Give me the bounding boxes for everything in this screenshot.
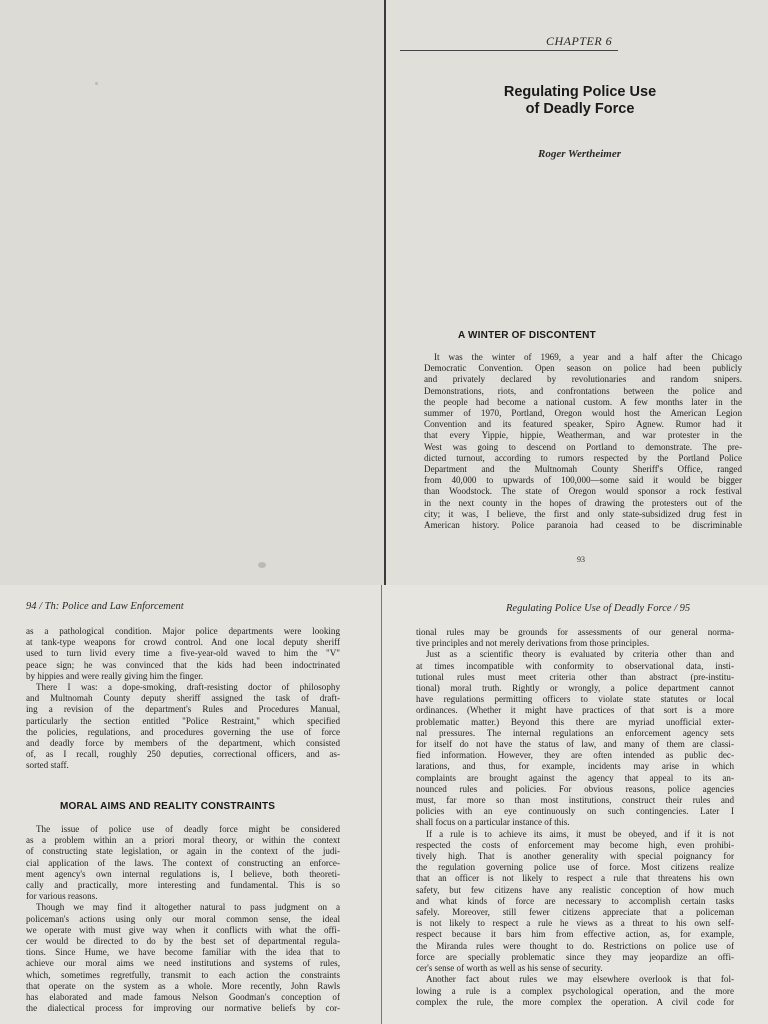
- binding-gutter: [381, 585, 382, 1024]
- text-line: summer of 1970, Portland, Oregon would host the American Legion: [424, 408, 742, 419]
- text-line: complex the rule, the more complex the operation. A civil code for: [416, 996, 734, 1007]
- text-line: It was the winter of 1969, a year and a half after the Chicago: [434, 352, 742, 362]
- blank-left-page: [0, 0, 384, 585]
- text-line: Convention and its featured speaker, Spiro Agnew. Rumor had it: [424, 419, 742, 430]
- chapter-rule: [400, 50, 618, 51]
- text-line: policeman's actions using only our moral common sense, the ideal: [26, 913, 340, 924]
- text-line: tions. Since Hume, we have become familiar with the idea that to: [26, 947, 340, 958]
- text-line: that operate on the system as a whole. More recently, John Rawls: [26, 980, 340, 991]
- text-line: peace sign; he was convinced that the kids had been indoctrinated: [26, 659, 340, 670]
- text-line: Just as a scientific theory is evaluated by criteria other than and: [426, 649, 734, 660]
- text-line: ordinances. (Whether it might have practices of that sort is a more: [416, 705, 734, 716]
- text-line: city; it was, I believe, the first and only state-subsidized drug fest in: [424, 508, 742, 519]
- text-line: we operate with must give way when it conflicts with what the offi-: [26, 924, 340, 935]
- text-line: Democratic Convention. Open season on police had been publicly: [424, 363, 742, 374]
- text-line: tive principles and not merely derivations from those principles.: [416, 638, 650, 649]
- text-line: problematic matter.) Beyond this there are myriad unofficial exter-: [416, 716, 734, 727]
- body-text: [424, 352, 742, 531]
- text-line: If a rule is to achieve its aims, it must be obeyed, and if it is not: [426, 828, 734, 839]
- text-line: and Multnomah County deputy sheriff assigned the task of draft-: [26, 693, 340, 704]
- text-line: at tank-type weapons for crowd control. And one local deputy sheriff: [26, 637, 340, 648]
- running-head-left: 94 / Th: Police and Law Enforcement: [26, 601, 184, 612]
- text-line: American history. Police paranoia had ceased to be discriminable: [424, 520, 742, 531]
- text-line: that every Yippie, hippie, Weatherman, and war protester in the: [424, 430, 742, 441]
- text-line: the regulation governing police use of force. Most citizens realize: [416, 862, 734, 873]
- text-line: that an officer is not likely to respect a rule that threatens his own: [416, 873, 734, 884]
- text-line: from 40,000 to upwards of 100,000—some said it would be bigger: [424, 475, 742, 486]
- text-line: used to turn livid every time a five-year-old waved to him the "V": [26, 648, 340, 659]
- text-line: of, as I recall, roughly 250 deputies, correctional officers, and as-: [26, 749, 340, 760]
- text-line: The issue of police use of deadly force might be considered: [36, 824, 340, 834]
- text-line: respected the costs of enforcement may become high, even prohibi-: [416, 839, 734, 850]
- text-line: Department and the Multnomah County Sheriff's Office, ranged: [424, 464, 742, 475]
- text-line: Demonstrations, riots, and confrontations between the police and: [424, 385, 742, 396]
- page-94-lower-text: [26, 824, 340, 1014]
- text-line: cer's sense of worth as well as his sense of security.: [416, 963, 603, 974]
- bottom-page-spread: [0, 585, 768, 1024]
- chapter-title-line: of Deadly Force: [525, 101, 635, 117]
- text-line: at times incompatible with conformity to observational data, insti-: [416, 660, 734, 671]
- text-line: nounced rules and policies. For obvious reasons, police agencies: [416, 783, 734, 794]
- chapter-title-line: Regulating Police Use: [503, 84, 657, 100]
- text-line: cally and practically, more interesting and fundamental. This is so: [26, 880, 340, 891]
- chapter-label: CHAPTER 6: [546, 34, 613, 48]
- text-line: ing a revision of the department's Rules and Procedures Manual,: [26, 704, 340, 715]
- text-line: and what kinds of force are necessary to accomplish certain tasks: [416, 895, 734, 906]
- chapter-author: Roger Wertheimer: [538, 148, 622, 160]
- text-line: particularly the section entitled "Police Restraint," which specified: [26, 715, 340, 726]
- text-line: Another fact about rules we may elsewhere overlook is that fol-: [426, 974, 734, 985]
- page-95-text: [416, 627, 734, 1008]
- text-line: of constructing state legislation, or again in the context of the judi-: [26, 846, 340, 857]
- text-line: which, sometimes regretfully, transmit to each action the constraints: [26, 969, 340, 980]
- text-line: West was going to descend on Portland to demonstrate. The pre-: [424, 441, 742, 452]
- text-line: is not likely to respect a rule he views as a threat to his own self-: [416, 918, 734, 929]
- text-line: safely. Moreover, still fewer citizens appreciate that a policeman: [416, 907, 734, 918]
- text-line: by hippies and were really giving him the finger.: [26, 670, 204, 681]
- text-line: for various reasons.: [26, 891, 98, 902]
- text-line: shall focus on a particular instance of this.: [416, 817, 570, 828]
- text-line: and privately declared by revolutionaries and random snipers.: [424, 374, 742, 385]
- text-line: achieve our moral aims we need institutions and systems of rules,: [26, 958, 340, 969]
- text-line: dicted turnout, according to rumors respected by the Portland Police: [424, 452, 742, 463]
- text-line: than Woodstock. The state of Oregon would sponsor a rock festival: [424, 486, 742, 497]
- section-heading: A WINTER OF DISCONTENT: [458, 330, 596, 341]
- text-line: lowing a rule is a complex psychological operation, and the more: [416, 985, 734, 996]
- chapter-title: [470, 84, 690, 118]
- page-number: 93: [577, 555, 585, 564]
- text-line: in the next county in the hopes of drawing the protesters out of the: [424, 497, 742, 508]
- text-line: have regulations permitting officers to violate state statutes or local: [416, 694, 734, 705]
- text-line: policies with an eye continuously on such contingencies. Later I: [416, 806, 734, 817]
- text-line: the dialectical process for improving our normative beliefs by cor-: [26, 1003, 340, 1014]
- section-heading: MORAL AIMS AND REALITY CONSTRAINTS: [60, 801, 276, 812]
- text-line: safety, but few citizens have any realistic conception of how much: [416, 884, 734, 895]
- text-line: has elaborated and made famous Nelson Goodman's conception of: [26, 992, 340, 1003]
- text-line: complaints are brought against the agency that appeal to its an-: [416, 772, 734, 783]
- text-line: There I was: a dope-smoking, draft-resisting doctor of philosophy: [36, 682, 340, 693]
- text-line: tional rules may be grounds for assessments of our general norma-: [416, 627, 734, 637]
- text-line: ment agency's own internal regulations is, I believe, both theoreti-: [26, 868, 340, 879]
- page-94-upper-text: [26, 626, 340, 772]
- text-line: the people had become a national custom. A few months later in the: [424, 396, 742, 407]
- text-line: fied information. However, they are often intended as public dec-: [416, 750, 734, 761]
- text-line: as a pathological condition. Major police departments were looking: [26, 626, 340, 636]
- page-smudge: [258, 562, 266, 568]
- text-line: Though we may find it altogether natural to pass judgment on a: [36, 902, 340, 913]
- running-head-right: Regulating Police Use of Deadly Force / 95: [506, 603, 691, 614]
- text-line: sorted staff.: [26, 760, 69, 771]
- page-smudge: [95, 82, 98, 85]
- text-line: for itself do not have the status of law, and many of them are classi-: [416, 739, 734, 750]
- text-line: tional) moral truth. Rightly or wrongly, a police department cannot: [416, 683, 734, 694]
- text-line: force are specially problematic since they may jeopardize an offi-: [416, 951, 734, 962]
- text-line: respect because it bars him from effective action, as, for example,: [416, 929, 734, 940]
- text-line: the policies, regulations, and procedures governing the use of force: [26, 726, 340, 737]
- text-line: the Miranda rules were thought to do. Restrictions on police use of: [416, 940, 734, 951]
- text-line: must, far more so than most institutions, construct their rules and: [416, 795, 734, 806]
- text-line: tutional rules must meet criteria other than abstract (pre-institu-: [416, 671, 734, 682]
- text-line: as a problem within an a priori moral theory, or within the context: [26, 835, 340, 846]
- text-line: cial application of the laws. The context of constructing an enforce-: [26, 857, 340, 868]
- text-line: larations, and thus, for example, incidents may arise in which: [416, 761, 734, 772]
- text-line: and deadly force by members of the department, which consisted: [26, 738, 340, 749]
- binding-gutter: [384, 0, 386, 585]
- text-line: nal pressures. The internal regulations an enforcement agency sets: [416, 727, 734, 738]
- text-line: cer would be directed to do by the best set of departmental regula-: [26, 936, 340, 947]
- text-line: tively high. That is another generality with special poignancy for: [416, 851, 734, 862]
